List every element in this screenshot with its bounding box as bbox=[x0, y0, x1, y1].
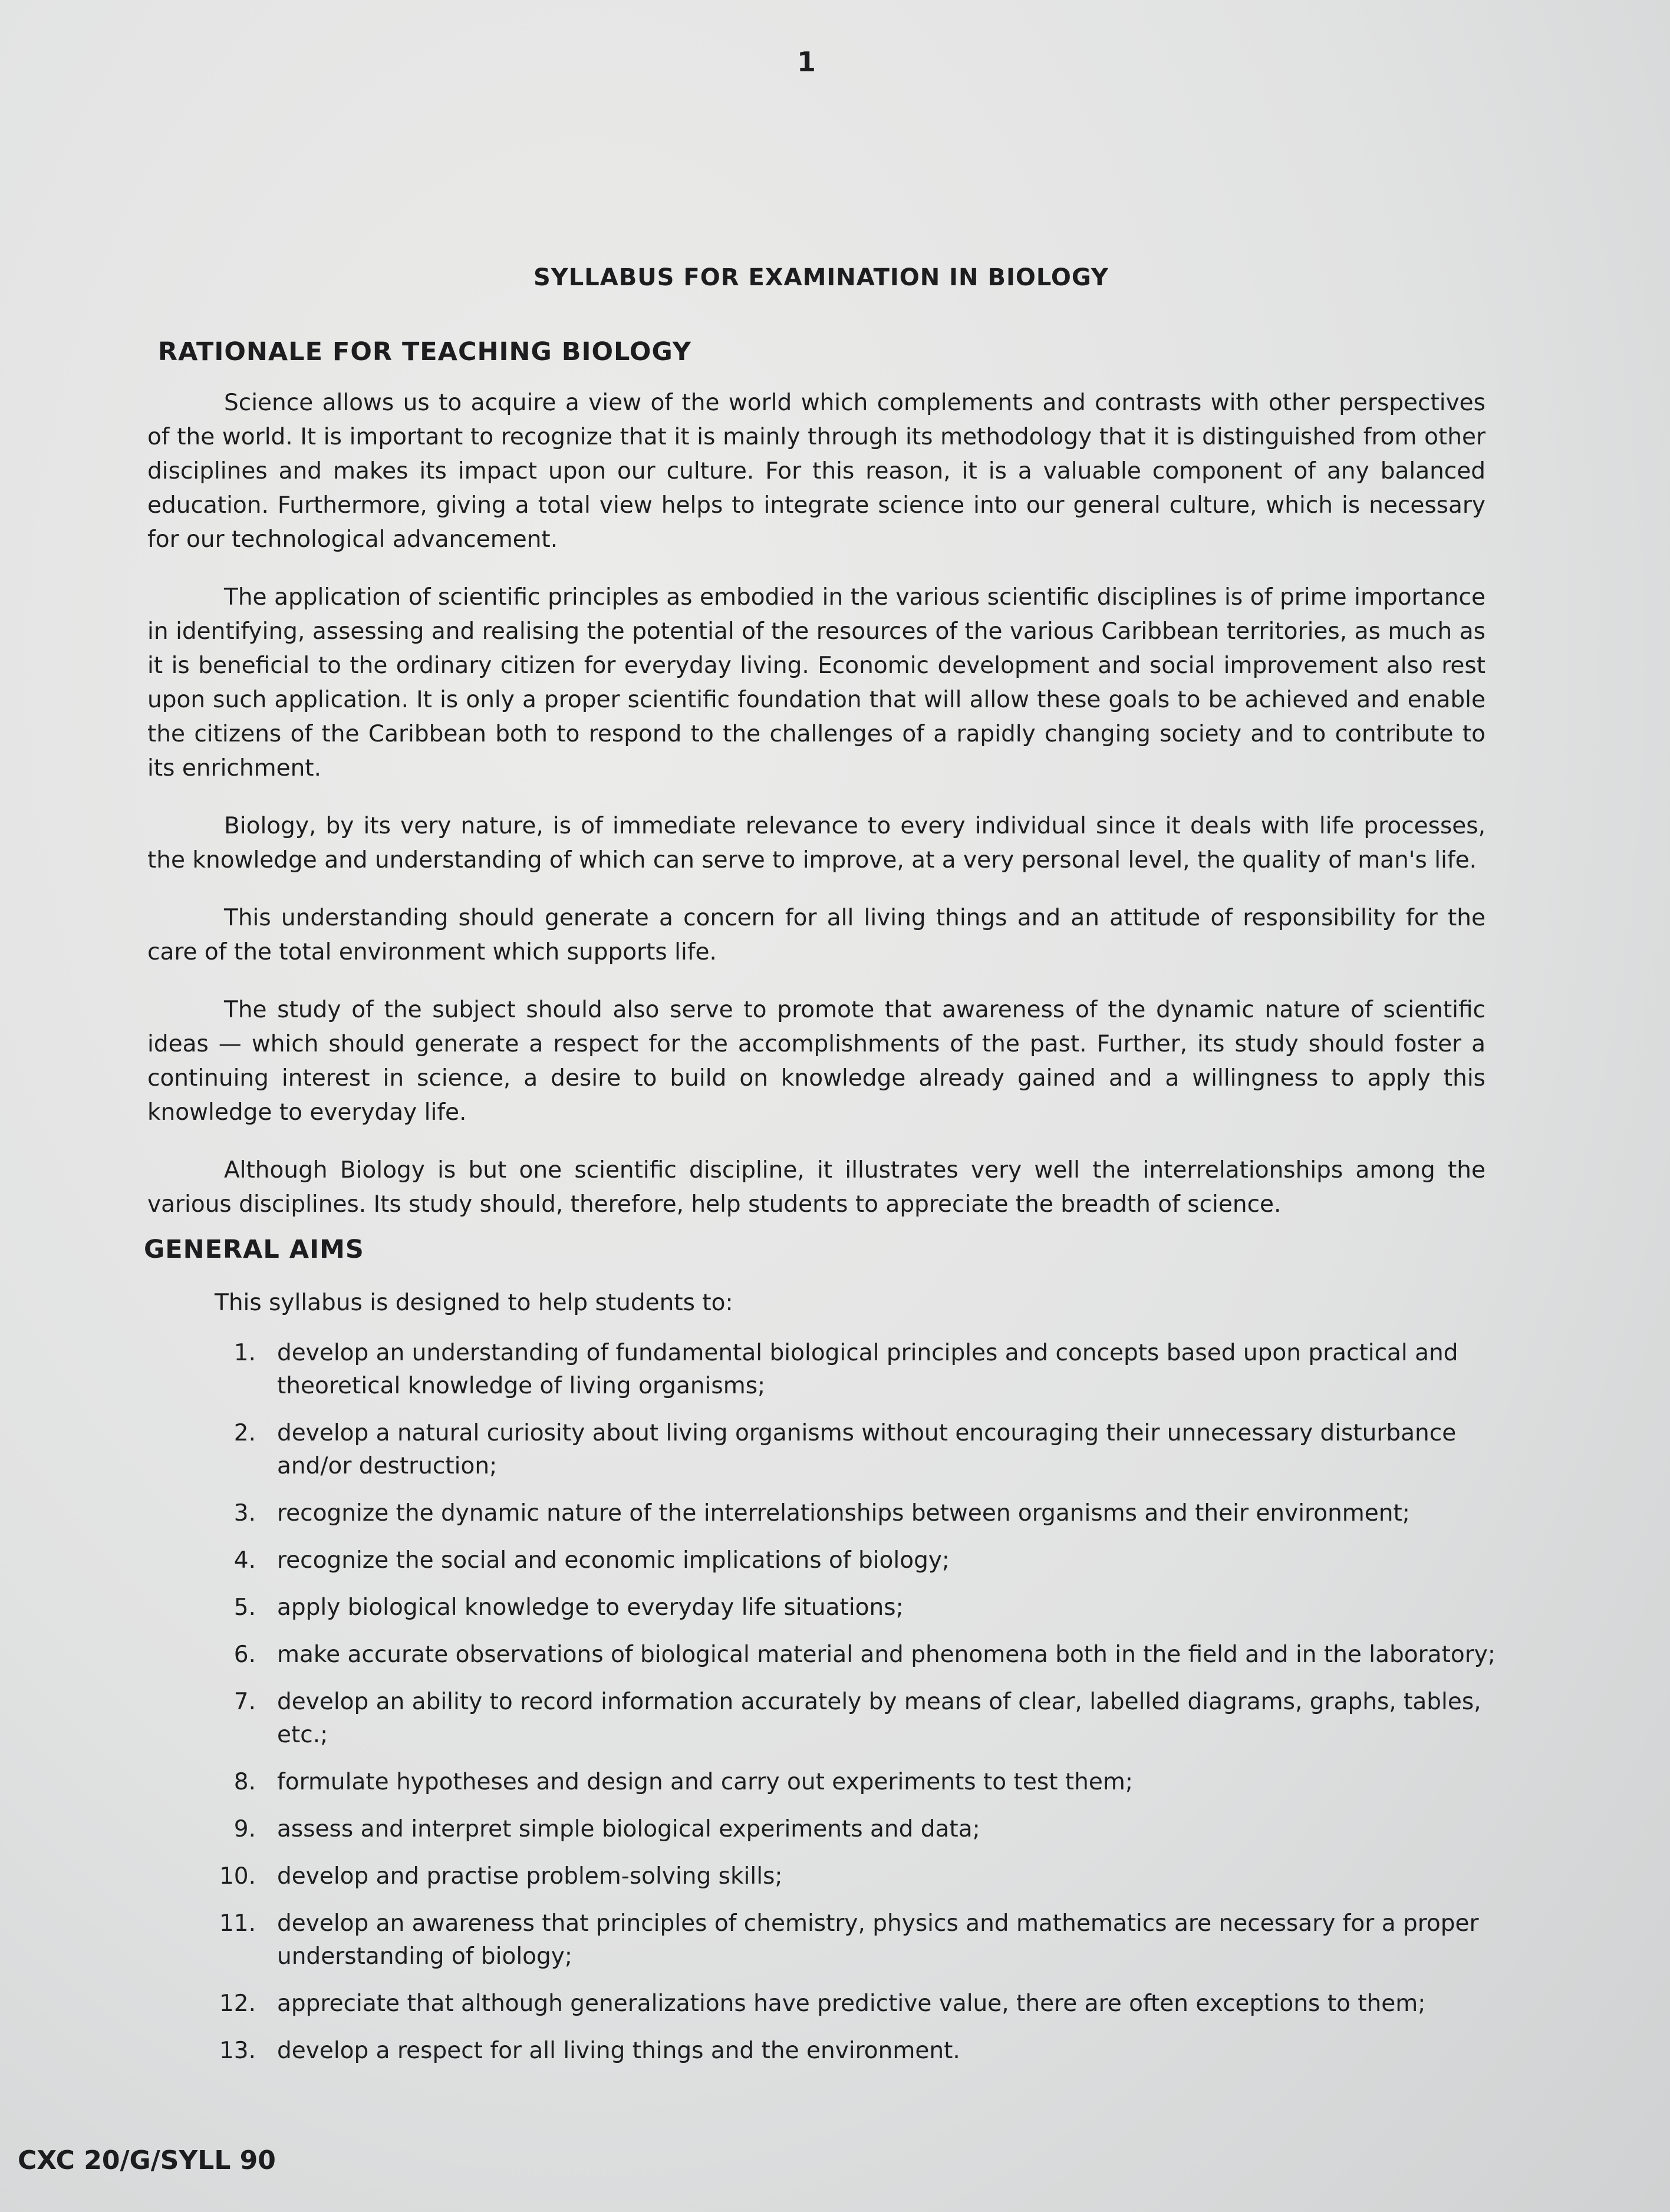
rationale-paragraph: Biology, by its very nature, is of immediate relevance to every individual since it deals with life processes, the knowledge and understanding of which can serve to improve, at a very personal level, the quality of man's life. bbox=[147, 813, 1485, 873]
list-item bbox=[195, 1417, 1503, 1483]
list-item-number: 5. bbox=[233, 1594, 256, 1621]
list-item-text: develop an awareness that principles of chemistry, physics and mathematics are necessary for a proper understanding of biology; bbox=[277, 1910, 1479, 1970]
list-item-number: 6. bbox=[233, 1641, 256, 1668]
rationale-paragraph: The application of scientific principles as embodied in the various scientific disciplines is of prime importance in identifying, assessing and realising the potential of the resources of the various Caribbean territories, as much as it is beneficial to the ordinary citizen for everyday living. Economic development and social improvement also rest upon such application. It is only a proper scientific foundation that will allow these goals to be achieved and enable the citizens of the Caribbean both to respond to the challenges of a rapidly changing society and to contribute to its enrichment. bbox=[147, 584, 1485, 782]
list-item-text: develop an ability to record information accurately by means of clear, labelled diagrams, graphs, tables, etc.; bbox=[277, 1689, 1481, 1748]
document-title: SYLLABUS FOR EXAMINATION IN BIOLOGY bbox=[533, 264, 1109, 291]
list-item-text: appreciate that although generalizations have predictive value, there are often exceptions to them; bbox=[277, 1990, 1426, 2017]
list-item bbox=[195, 2035, 1503, 2068]
rationale-body bbox=[147, 386, 1485, 1245]
list-item-number: 12. bbox=[219, 1990, 256, 2017]
list-item bbox=[195, 1544, 1503, 1577]
page-number: 1 bbox=[797, 46, 816, 78]
list-item-text: assess and interpret simple biological experiments and data; bbox=[277, 1816, 980, 1842]
syllabus-code: CXC 20/G/SYLL 90 bbox=[18, 2145, 276, 2175]
list-item-text: recognize the dynamic nature of the interrelationships between organisms and their environment; bbox=[277, 1500, 1410, 1527]
rationale-paragraph: Although Biology is but one scientific discipline, it illustrates very well the interrelationships among the various disciplines. Its study should, therefore, help students to appreciate the breadth of science. bbox=[147, 1157, 1485, 1218]
list-item-text: develop a natural curiosity about living organisms without encouraging their unnecessary disturbance and/or destruction; bbox=[277, 1420, 1457, 1479]
list-item bbox=[195, 1639, 1503, 1672]
list-item bbox=[195, 1860, 1503, 1893]
list-item-text: formulate hypotheses and design and carry out experiments to test them; bbox=[277, 1769, 1133, 1795]
list-item-number: 11. bbox=[219, 1910, 256, 1937]
list-item-text: recognize the social and economic implications of biology; bbox=[277, 1547, 950, 1574]
list-item-number: 9. bbox=[233, 1816, 256, 1842]
list-item bbox=[195, 1686, 1503, 1752]
list-item-text: apply biological knowledge to everyday life situations; bbox=[277, 1594, 904, 1621]
rationale-paragraph: The study of the subject should also serve to promote that awareness of the dynamic nature of scientific ideas — which should generate a respect for the accomplishments of the past. Further, its study should foster a continuing interest in science, a desire to build on knowledge already gained and a willingness to apply this knowledge to everyday life. bbox=[147, 997, 1485, 1126]
list-item-number: 4. bbox=[233, 1547, 256, 1574]
rationale-paragraph: This understanding should generate a concern for all living things and an attitude of responsibility for the care of the total environment which supports life. bbox=[147, 905, 1485, 965]
rationale-heading: RATIONALE FOR TEACHING BIOLOGY bbox=[158, 337, 691, 367]
list-item-number: 10. bbox=[219, 1863, 256, 1890]
list-item-number: 2. bbox=[233, 1420, 256, 1446]
list-item bbox=[195, 1337, 1503, 1403]
list-item-text: make accurate observations of biological material and phenomena both in the field and in the laboratory; bbox=[277, 1641, 1496, 1668]
list-item-text: develop and practise problem-solving skills; bbox=[277, 1863, 783, 1890]
list-item-text: develop an understanding of fundamental biological principles and concepts based upon practical and theoretical knowledge of living organisms; bbox=[277, 1340, 1458, 1399]
list-item bbox=[195, 1907, 1503, 1973]
list-item bbox=[195, 1813, 1503, 1846]
list-item bbox=[195, 1766, 1503, 1799]
general-aims-heading: GENERAL AIMS bbox=[144, 1235, 364, 1264]
general-aims-list bbox=[195, 1337, 1503, 2082]
list-item-text: develop a respect for all living things and the environment. bbox=[277, 2038, 960, 2064]
list-item-number: 13. bbox=[219, 2038, 256, 2064]
list-item-number: 1. bbox=[233, 1340, 256, 1366]
list-item-number: 8. bbox=[233, 1769, 256, 1795]
list-item-number: 3. bbox=[233, 1500, 256, 1527]
list-item bbox=[195, 1987, 1503, 2020]
list-item-number: 7. bbox=[233, 1689, 256, 1715]
list-item bbox=[195, 1497, 1503, 1530]
list-item bbox=[195, 1591, 1503, 1624]
rationale-paragraph: Science allows us to acquire a view of the world which complements and contrasts with other perspectives of the world. It is important to recognize that it is mainly through its methodology that it is distinguished from other disciplines and makes its impact upon our culture. For this reason, it is a valuable component of any balanced education. Furthermore, giving a total view helps to integrate science into our general culture, which is necessary for our technological advancement. bbox=[147, 390, 1485, 553]
general-aims-intro: This syllabus is designed to help students to: bbox=[215, 1290, 733, 1316]
